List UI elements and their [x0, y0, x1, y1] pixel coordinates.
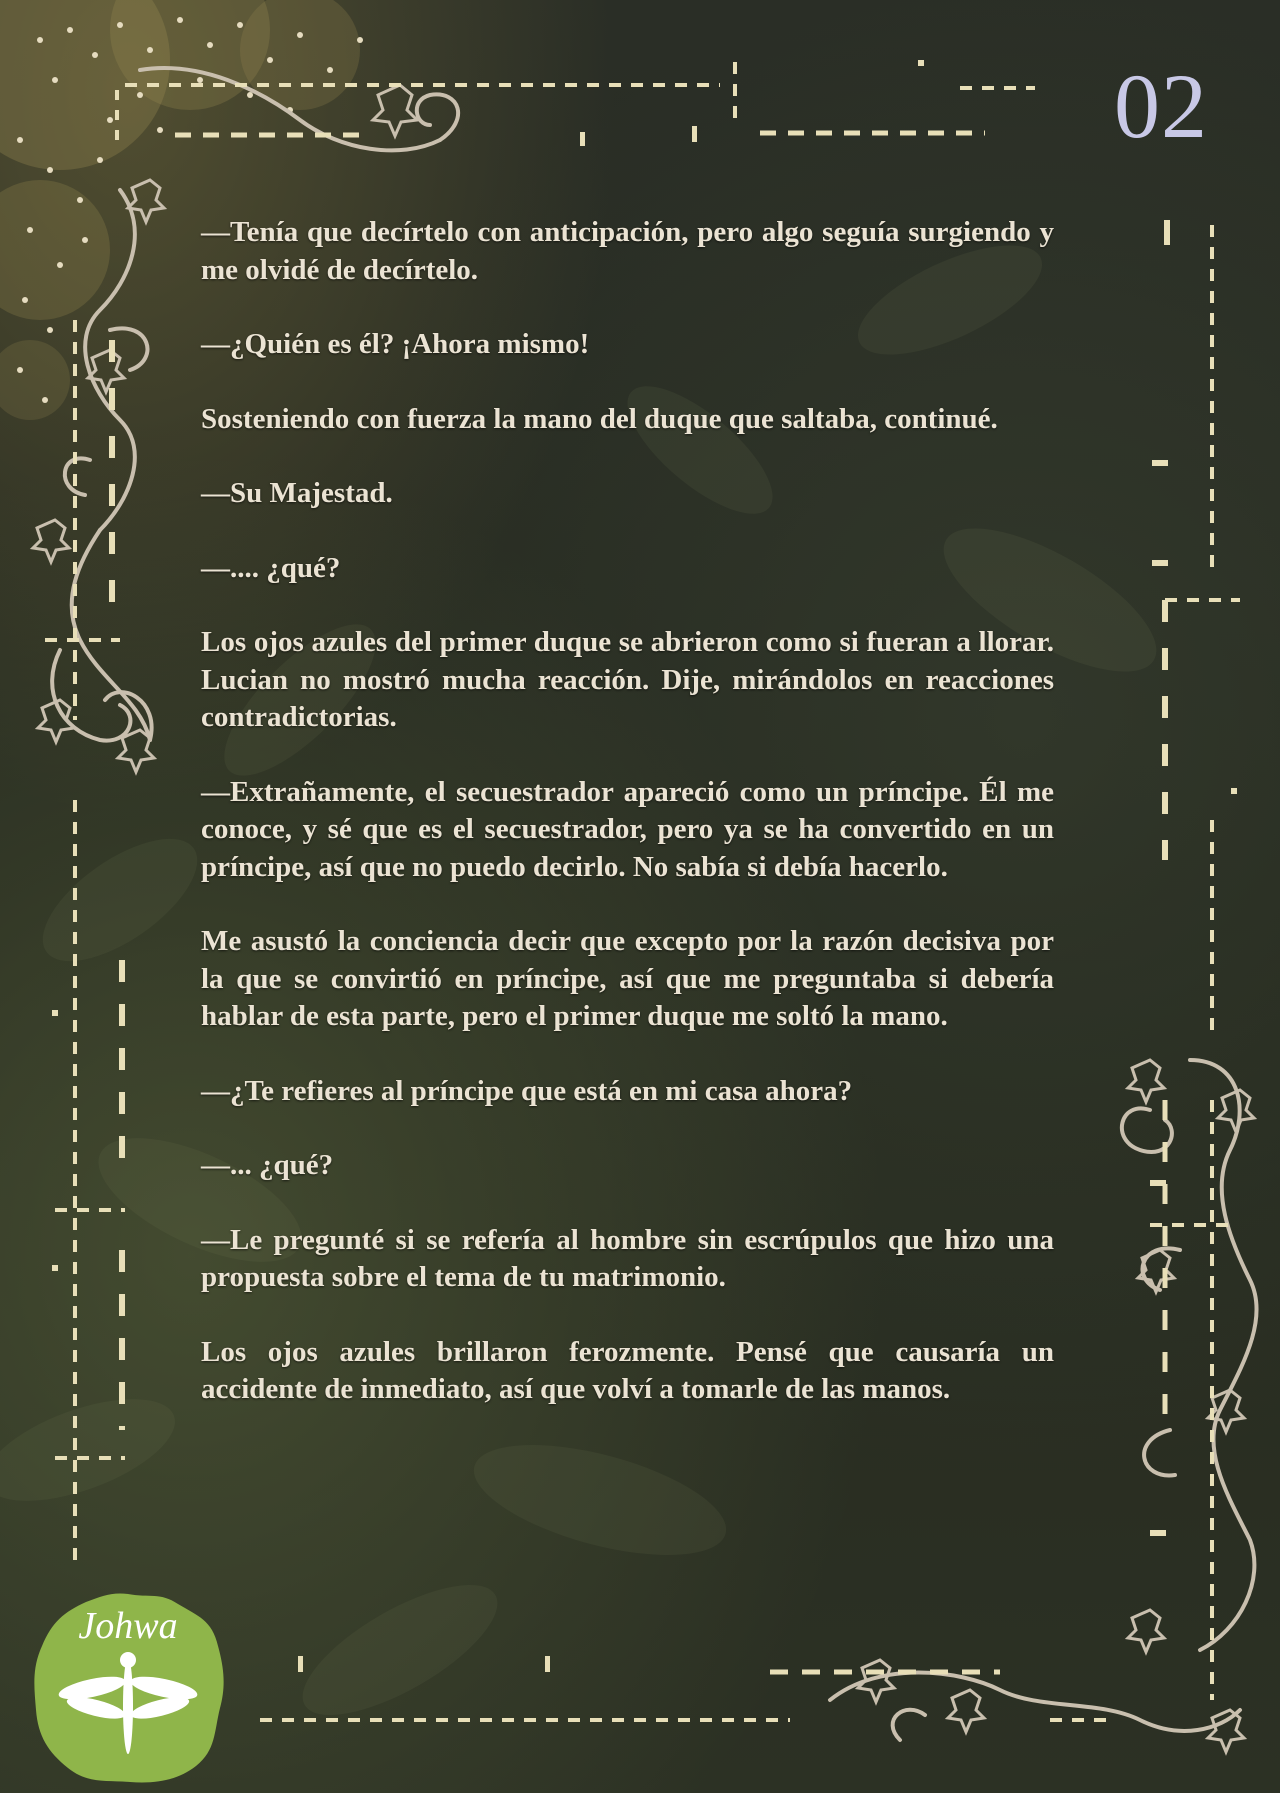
- paragraph: Los ojos azules del primer duque se abrieron como si fueran a llorar. Lucian no mostró mucha reacción. Dije, mirándolos en reacciones contradictorias.: [201, 626, 1054, 733]
- story-text: [201, 214, 1054, 1446]
- paragraph: —Su Majestad.: [201, 477, 393, 509]
- paragraph: —Extrañamente, el secuestrador apareció como un príncipe. Él me conoce, y sé que es el secuestrador, pero ya se ha convertido en un príncipe, así que no puedo decirlo. No sabía si debía hacerlo.: [201, 775, 1054, 883]
- paragraph: Los ojos azules brillaron ferozmente. Pensé que causaría un accidente de inmediato, así que volví a tomarle de las manos.: [201, 1335, 1054, 1405]
- paragraph: —¿Quién es él? ¡Ahora mismo!: [201, 328, 590, 360]
- page-number: 02: [1114, 55, 1208, 157]
- paragraph: —Tenía que decírtelo con anticipación, pero algo seguía surgiendo y me olvidé de decírtelo.: [201, 216, 1054, 286]
- paragraph: —.... ¿qué?: [201, 551, 341, 584]
- paragraph: Me asustó la conciencia decir que excepto por la razón decisiva por la que se convirtió en príncipe, así que me preguntaba si debería hablar de esta parte, pero el primer duque me soltó la mano.: [201, 925, 1054, 1032]
- logo-text: Johwa: [78, 1605, 178, 1647]
- paragraph: Sosteniendo con fuerza la mano del duque que saltaba, continué.: [201, 402, 998, 435]
- paragraph: —¿Te refieres al príncipe que está en mi casa ahora?: [201, 1074, 853, 1107]
- paragraph: —... ¿qué?: [201, 1149, 334, 1181]
- johwa-logo: [30, 1590, 226, 1786]
- paragraph: —Le pregunté si se refería al hombre sin escrúpulos que hizo una propuesta sobre el tema de tu matrimonio.: [201, 1223, 1054, 1293]
